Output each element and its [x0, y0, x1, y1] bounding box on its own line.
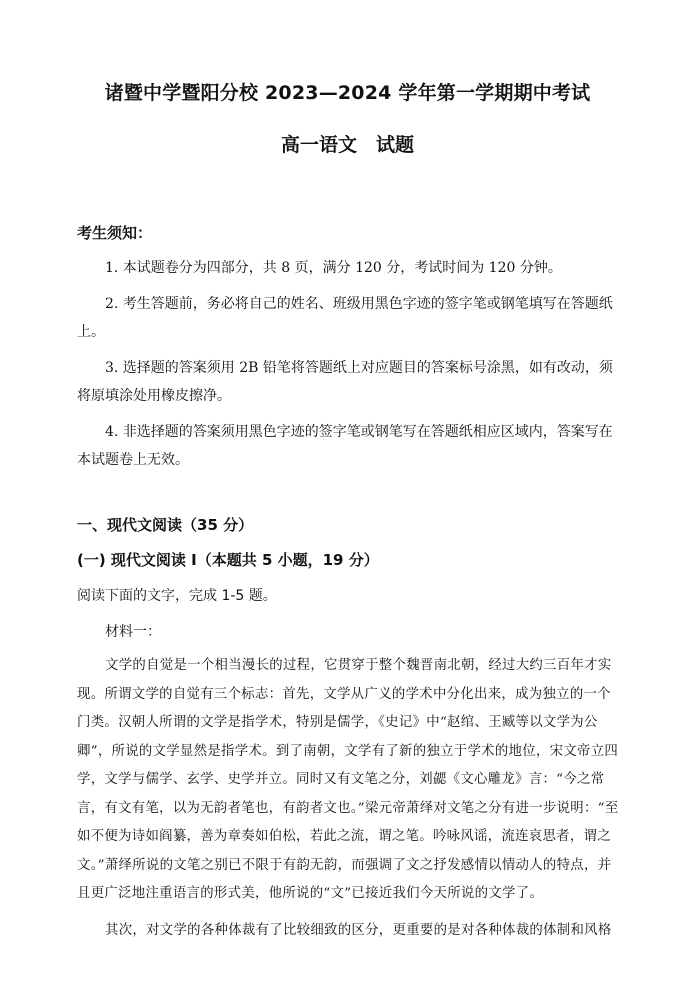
- material-label: 材料一：: [105, 624, 161, 640]
- notice-item-4: 4. 非选择题的答案须用黑色字迹的签字笔或钢笔写在答题纸相应区域内，答案写在本试题卷上无效。: [77, 424, 613, 468]
- exam-subtitle: 高一语文 试题: [280, 134, 414, 156]
- section-heading: 一、现代文阅读（35 分）: [77, 516, 254, 534]
- notice-list: [77, 254, 622, 482]
- notice-heading: 考生须知：: [77, 224, 153, 242]
- reading-instruction: 阅读下面的文字，完成 1-5 题。: [77, 588, 277, 604]
- material-paragraph-2: 其次，对文学的各种体裁有了比较细致的区分，更重要的是对各种体裁的体制和风格: [105, 922, 612, 938]
- material-paragraph-1: 文学的自觉是一个相当漫长的过程，它贯穿于整个魏晋南北朝，经过大约三百年才实现。所谓文学的自觉有三个标志：首先，文学从广义的学术中分化出来，成为独立的一个门类。汉朝人所谓的文学是指学术，特别是儒学，《史记》中“赵绾、王臧等以文学为公卿”，所说的文学显然是指学术。到了南朝，文学有了新的独立于学术的地位，宋文帝立四学，文学与儒学、玄学、史学并立。同时又有文笔之分，刘勰《文心雕龙》言：“今之常言，有文有笔，以为无韵者笔也，有韵者文也。”梁元帝萧绎对文笔之分有进一步说明：“至如不便为诗如阎纂，善为章奏如伯松，若此之流，谓之笔。吟咏风谣，流连哀思者，谓之文。”萧绎所说的文笔之别已不限于有韵无韵，而强调了文之抒发感情以情动人的特点，并且更广泛地注重语言的形式美，他所说的“文”已接近我们今天所说的文学了。: [77, 658, 619, 901]
- material-text: [77, 652, 622, 945]
- exam-title: 诸暨中学暨阳分校 2023—2024 学年第一学期期中考试: [104, 82, 591, 104]
- notice-item-3: 3. 选择题的答案须用 2B 铅笔将答题纸上对应题目的答案标号涂黑，如有改动，须将原填涂处用橡皮擦净。: [77, 360, 613, 404]
- subsection-heading: (一) 现代文阅读 I（本题共 5 小题，19 分）: [77, 551, 379, 569]
- notice-item-2: 2. 考生答题前，务必将自己的姓名、班级用黑色字迹的签字笔或钢笔填写在答题纸上。: [77, 296, 613, 340]
- notice-item-1: 1. 本试题卷分为四部分，共 8 页，满分 120 分，考试时间为 120 分钟。: [105, 260, 562, 276]
